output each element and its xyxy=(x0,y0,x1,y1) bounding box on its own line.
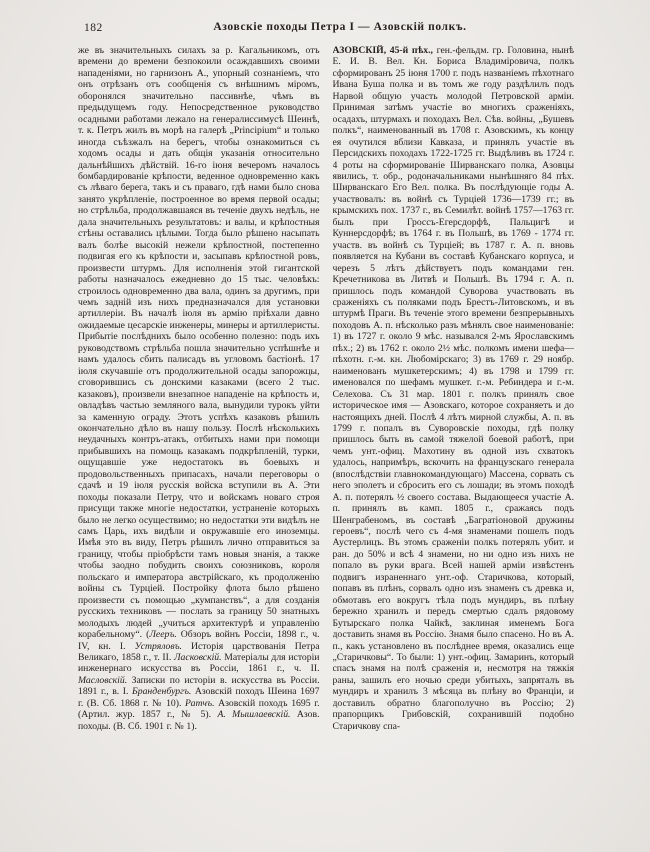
page-number: 182 xyxy=(84,22,103,34)
left-column xyxy=(78,45,320,842)
article-azov-campaigns-continuation: же въ значительныхъ силахъ за р. Кагальникомъ, отъ времени до времени безпокоили осаждавшихъ своими нападеніями, но гарнизонъ А., упорный сознаніемъ, что онъ отрѣзанъ отъ сообщенія съ внѣшнимъ міромъ, оборонялся значительно пассивнѣе, чѣмъ въ предыдущемъ году. Непосредственное руководство осадными работами лежало на генералиссимусѣ Шеинѣ, т. к. Петръ жилъ въ морѣ на галерѣ „Principium“ и только иногда съѣзжалъ на берегъ, чтобы ознакомиться съ ходомъ осады и дать общія указанія относительно дальнѣйшихъ дѣйствій. 16-го іюня вечеромъ началось бомбардированіе крѣпости, веденное одновременно какъ съ лѣваго берега, такъ и съ праваго, гдѣ нами было снова занято укрѣпленіе, построенное во время первой осады; но стрѣльба, продолжавшаяся въ теченіе двухъ недѣль, не дала значительныхъ результатовъ: и валы, и крѣпостныя стѣны оставались цѣлыми. Тогда было рѣшено насыпать валъ болѣе высокій нежели крѣпостной, постепенно подвигая его къ крѣпости и, засыпавъ крѣпостной ровъ, произвести штурмъ. Для исполненія этой гигантской работы назначалось ежедневно до 15 тыс. человѣкъ: строилось одновременно два вала, одинъ за другимъ, при чемъ задній изъ нихъ предназначался для установки артиллеріи. Въ началѣ іюля въ армію пріѣхали давно ожидаемые цесарскіе инженеры, минеры и артиллеристы. Прибытіе послѣднихъ было особенно полезно: подъ ихъ руководствомъ стрѣльба пошла значительно успѣшнѣе и намъ удалось сбить палисадъ въ угловомъ бастіонѣ. 17 іюля скучавшіе отъ продолжительной осады запорожцы, сговорившись съ донскими казаками (всего 2 тыс. казаковъ), произвели внезапное нападеніе на крѣпость и, овладѣвъ частью земляного вала, вынудили турокъ уйти за каменную ограду. Этотъ успѣхъ казаковъ рѣшилъ окончательно дѣло въ нашу пользу. Послѣ нѣсколькихъ неудачныхъ контръ-атакъ, отбитыхъ нами при помощи прибывшихъ на помощь казакамъ подкрѣпленій, турки, ощущавшіе уже недостатокъ въ боевыхъ и продовольственныхъ припасахъ, начали переговоры о сдачѣ и 19 іюля русскія войска вступили въ А. Эти походы показали Петру, что и войскамъ новаго строя присущи также многіе недостатки, устраненіе которыхъ было не легко осуществимо; но недостатки эти видѣлъ не самъ Царь, ихъ видѣли и окружавшіе его иноземцы. Имѣя это въ виду, Петръ рѣшилъ лично отправиться за границу, чтобы пріобрѣсти тамъ новыя знанія, а также чтобы заодно побудить своихъ союзниковъ, короля польскаго и императора австрійскаго, къ продолженію войны съ Турціей. Постройку флота было рѣшено произвести съ помощью „кумпанствъ“, а для созданія русскихъ техниковъ — послать за границу 50 знатныхъ молодыхъ людей „учиться архитектурѣ и управленію корабельному“. (Лееръ. Обзоръ войнъ Россіи, 1898 г., ч. IV, кн. I. Устряловъ. Исторія царствованія Петра Великаго, 1858 г., т. II. Ласковскій. Матеріалы для исторіи инженернаго искусства въ Россіи, 1861 г., ч. II. Масловскій. Записки по исторіи в. искусства въ Россіи. 1891 г., в. I. Бранденбургъ. Азовскій походъ Шеина 1697 г. (В. Сб. 1868 г. № 10). Ратчъ. Азовскій походъ 1695 г. (Артил. жур. 1857 г., № 5). А. Мышлаевскій. Азов. походы. (В. Сб. 1901 г. № 1). xyxy=(78,45,320,732)
running-head: Азовскіе походы Петра I — Азовскій полкъ. xyxy=(213,21,467,33)
two-column-text-area xyxy=(78,45,574,842)
right-column xyxy=(333,45,575,842)
article-azovsky-regiment-entry: АЗОВСКІЙ, 45-й пѣх., ген.-фельдм. гр. Головина, нынѣ Е. И. В. Вел. Кн. Бориса Владиміровича, полкъ сформированъ 25 іюня 1700 г. подъ названіемъ пѣхотнаго Ивана Буша полка и въ томъ же году раздѣлилъ подъ Нарвой общую участь молодой Петровской арміи. Принимая затѣмъ участіе во многихъ сраженіяхъ, осадахъ, штурмахъ и походахъ Вел. Сѣв. войны, „Бушевъ полкъ“, наименованный въ 1708 г. Азовскимъ, къ концу ея очутился вблизи Кавказа, и принялъ участіе въ Персидскихъ походахъ 1722-1725 гг. Выдѣливъ въ 1724 г. 4 роты на сформированіе Ширванскаго полка, Азовцы явились, т. обр., родоначальниками нынѣшняго 84 пѣх. Ширванскаго Его Вел. полка. Въ послѣдующіе годы А. участвовалъ: въ войнѣ съ Турціей 1736—1739 гг.; въ крымскихъ пох. 1737 г., въ Семилѣт. войнѣ 1757—1763 гг. былъ при Гроссъ-Егерсдорфѣ, Пальцигѣ и Куннерсдорфѣ; въ 1764 г. въ Польшѣ, въ 1769 - 1774 гг. участв. въ войнѣ съ Турціей; въ 1787 г. А. п. вновь появляется на Кубани въ составѣ Кубанскаго корпуса, и черезъ 5 лѣтъ дѣйствуетъ подъ командами ген. Кречетникова въ Литвѣ и Польшѣ. Въ 1794 г. А. п. пришлось подъ командой Суворова участвовать въ сраженіяхъ съ поляками подъ Брестъ-Литовскомъ, и въ штурмѣ Праги. Въ теченіе этого времени безпрерывныхъ походовъ А. п. нѣсколько разъ мѣнялъ свое наименованіе: 1) въ 1727 г. около 9 мѣс. назывался 2-мъ Ярославскимъ пѣх.; 2) въ 1762 г. около 2½ мѣс. полкомъ имени шефа—пѣхотн. г.-м. кн. Любомірскаго; 3) въ 1769 г. 29 ноябр. наименованъ мушкетерскимъ; 4) въ 1798 и 1799 гг. именовался по шефамъ мушкет. г.-м. Ребиндера и г.-м. Селехова. Съ 31 мар. 1801 г. полкъ принялъ свое историческое имя — Азовскаго, которое сохраняетъ и до настоящихъ дней. Послѣ 4 лѣтъ мирной службы, А. п. въ 1799 г. попалъ въ Суворовскіе походы, гдѣ полку пришлось быть въ самой тяжелой боевой работѣ, при чемъ унт.-офиц. Махотину въ одной изъ схватокъ удалось, напримѣръ, вскочить на французскаго генерала (впослѣдствіи главнокомандующаго) Массена, сорвать съ него эполетъ и сбросить его съ лошади; въ этомъ походѣ А. п. потерялъ ½ своего состава. Выдающееся участіе А. п. принялъ въ камп. 1805 г., сражаясь подъ Шенграбеномъ, въ составѣ „Багратіоновой дружины героевъ“, послѣ чего съ 4-мя знаменами пошелъ подъ Аустерлицъ. Въ этомъ сраженіи полкъ потерялъ убит. и ран. до 50% и всѣ 4 знамени, но ни одно изъ нихъ не попало въ руки врага. Всей нашей арміи извѣстенъ подвигъ израненнаго унт.-оф. Старичкова, который, попавъ въ плѣнъ, сорвалъ одно изъ знаменъ съ древка и, обмотавъ его вокругъ тѣла подъ мундиръ, въ плѣну бережно хранилъ и передъ смертью сдалъ рядовому Бутырскаго полка Чайкѣ, заклиная именемъ Бога доставить знамя въ Россію. Знамя было спасено. Но въ А. п., какъ установлено въ послѣднее время, оказались еще „Старичковы“. То были: 1) унт.-офиц. Замаринъ, который спасъ знамя на полѣ сраженія и, несмотря на тяжкія раны, зашилъ его ночью среди убитыхъ, запряталъ въ мундиръ и хранилъ 3 мѣсяца въ плѣну во Франціи, и доставилъ обратно благополучно въ Россію; 2) прапорщикъ Грибовскій, сохранившій подобно Старичкову спа- xyxy=(332,45,574,732)
